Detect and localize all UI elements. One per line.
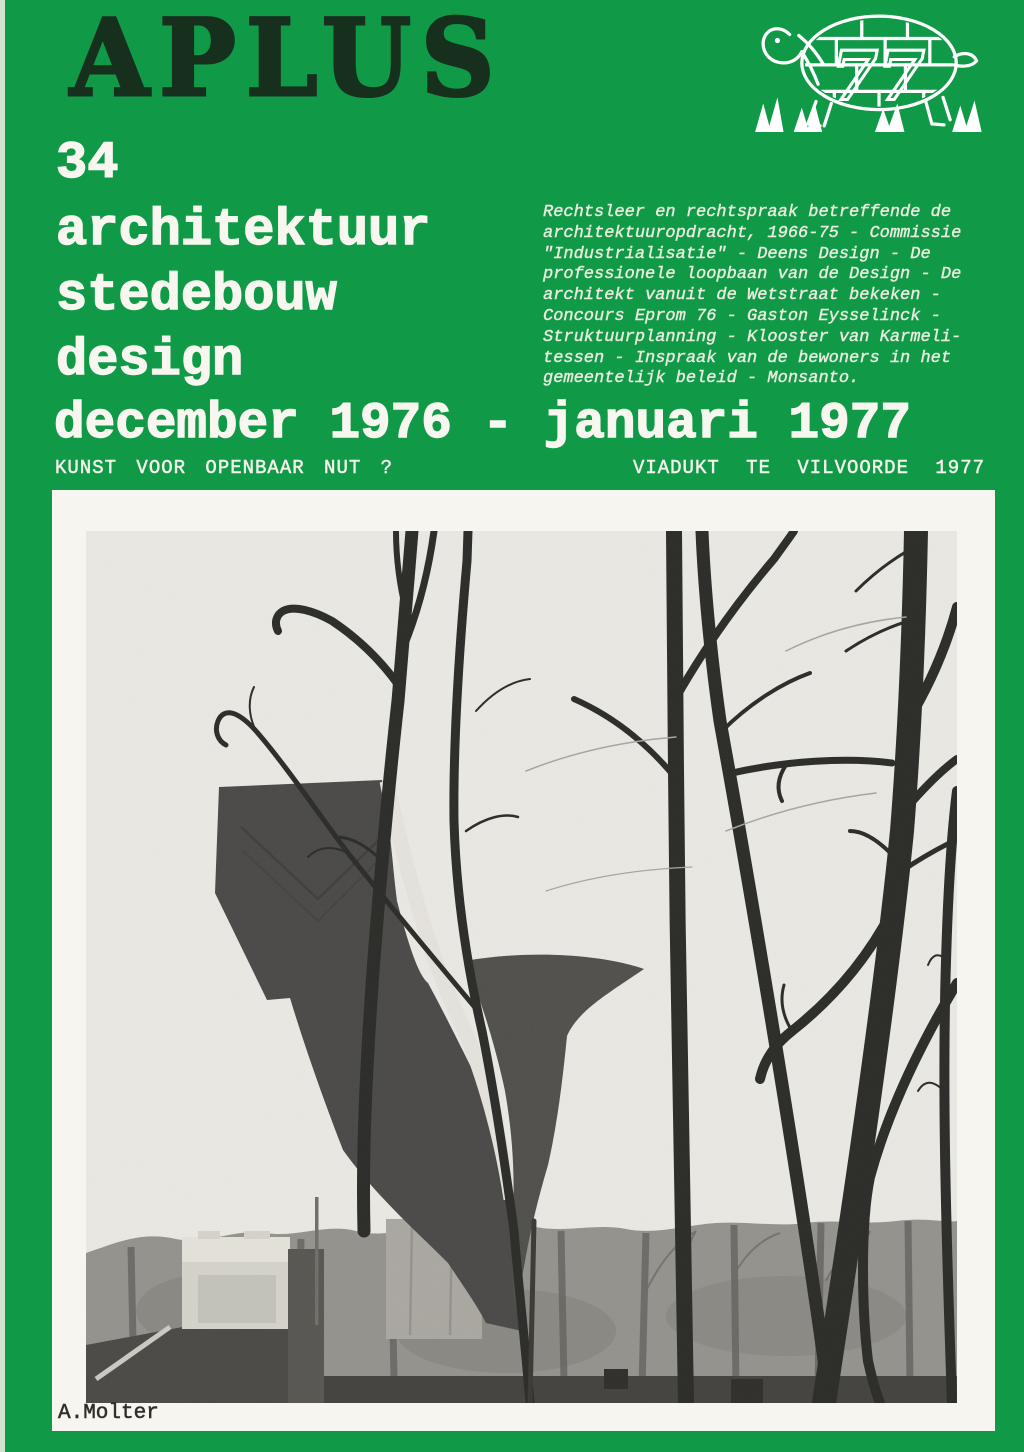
contents-line: gemeentelijk beleid - Monsanto. — [543, 369, 860, 389]
subtitle-block — [56, 198, 430, 393]
kicker-left: KUNST VOOR OPENBAAR NUT ? — [55, 457, 394, 479]
contents-line: Struktuurplanning - Klooster van Karmeli- — [543, 327, 962, 347]
magazine-logo: APLUS — [70, 0, 505, 121]
turtle-77-illustration — [755, 6, 999, 134]
subtitle-line-stedebouw: stedebouw — [56, 266, 337, 325]
contents-line: Concours Eprom 76 - Gaston Eysselinck - — [543, 306, 941, 326]
photo-credit: A.Molter — [58, 1402, 159, 1425]
contents-line: "Industrialisatie" - Deens Design - De — [543, 244, 931, 264]
contents-line: architekt vanuit de Wetstraat bekeken - — [543, 286, 941, 306]
kicker-right: VIADUKT TE VILVOORDE 1977 — [632, 457, 985, 479]
issue-number: 34 — [56, 134, 119, 193]
contents-summary — [543, 203, 993, 390]
kicker-row — [55, 457, 985, 479]
scan-edge-artifact — [0, 0, 5, 1452]
subtitle-line-design: design — [56, 331, 244, 390]
turtle-year-label: 77 — [831, 36, 925, 116]
subtitle-line-architektuur: architektuur — [56, 201, 431, 260]
grain-overlay — [86, 531, 957, 1403]
date-line: december 1976 - januari 1977 — [54, 396, 911, 453]
contents-line: tessen - Inspraak van de bewoners in het — [543, 348, 952, 368]
contents-line: architektuuropdracht, 1966-75 - Commissie — [543, 223, 962, 243]
cover-photo-frame — [52, 490, 995, 1431]
cover-photo-viaduct — [86, 531, 957, 1403]
contents-line: Rechtsleer en rechtspraak betreffende de — [543, 203, 952, 222]
contents-line: professionele loopbaan van de Design - De — [543, 265, 962, 285]
